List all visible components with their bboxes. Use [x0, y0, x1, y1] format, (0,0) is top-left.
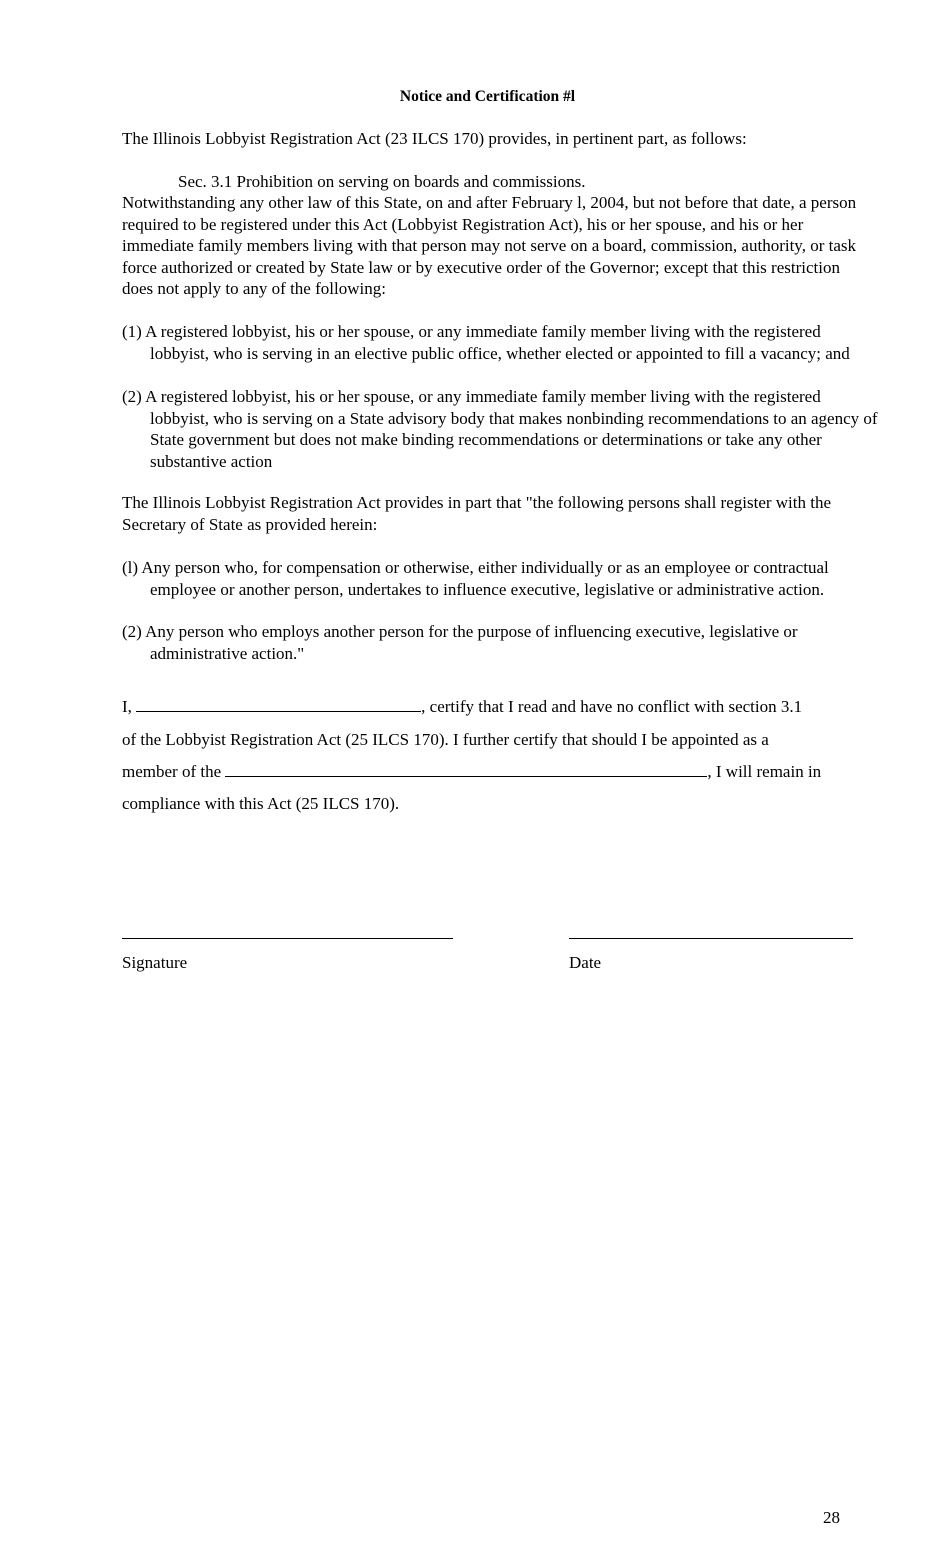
- register-item-2: (2) Any person who employs another person for the purpose of influencing executive, legislative or administrative action.": [122, 622, 798, 663]
- member-suffix: , I will remain in: [707, 762, 822, 781]
- exception-item-2: (2) A registered lobbyist, his or her spouse, or any immediate family member living with the registered lobbyist, who is serving on a State advisory body that makes nonbinding recommendations to an agency of State government but does not make binding recommendations or determinations or take any other substantive action: [122, 387, 878, 471]
- section-body: Notwithstanding any other law of this State, on and after February l, 2004, but not before that date, a person required to be registered under this Act (Lobbyist Registration Act), his or her spouse, and his or her immediate family members living with that person may not serve on a board, commission, authority, or task force authorized or created by State law or by executive order of the Governor; except that this restriction does not apply to any of the following:: [122, 193, 857, 298]
- cert-prefix: I,: [122, 697, 137, 716]
- certification-line-4: compliance with this Act (25 ILCS 170).: [122, 794, 400, 813]
- register-item-1: (l) Any person who, for compensation or otherwise, either individually or as an employee or contractual employee or another person, undertakes to influence executive, legislative or administrative action.: [122, 558, 829, 599]
- certification-line-2: of the Lobbyist Registration Act (25 ILCS 170). I further certify that should I be appointed as a: [122, 730, 769, 749]
- exception-item-1: (1) A registered lobbyist, his or her spouse, or any immediate family member living with the registered lobbyist, who is serving in an elective public office, whether elected or appointed to fill a vacancy; and: [122, 322, 850, 363]
- section-heading: Sec. 3.1 Prohibition on serving on boards and commissions.: [178, 172, 586, 191]
- cert-suffix: , certify that I read and have no conflict with section 3.1: [421, 697, 803, 716]
- certification-line-1: [122, 696, 852, 717]
- signature-label: Signature: [122, 953, 188, 972]
- date-label: Date: [569, 953, 602, 972]
- date-field[interactable]: [569, 938, 853, 939]
- name-blank-field[interactable]: [136, 697, 421, 712]
- page-title: Notice and Certification #l: [399, 88, 576, 105]
- register-intro: The Illinois Lobbyist Registration Act provides in part that "the following persons shall register with the Secretary of State as provided herein:: [122, 493, 832, 534]
- page-number: 28: [823, 1508, 840, 1527]
- member-prefix: member of the: [122, 762, 226, 781]
- intro-paragraph: The Illinois Lobbyist Registration Act (23 ILCS 170) provides, in pertinent part, as follows:: [122, 129, 747, 148]
- board-blank-field[interactable]: [225, 762, 707, 777]
- certification-line-3: [122, 761, 852, 782]
- signature-field[interactable]: [122, 938, 453, 939]
